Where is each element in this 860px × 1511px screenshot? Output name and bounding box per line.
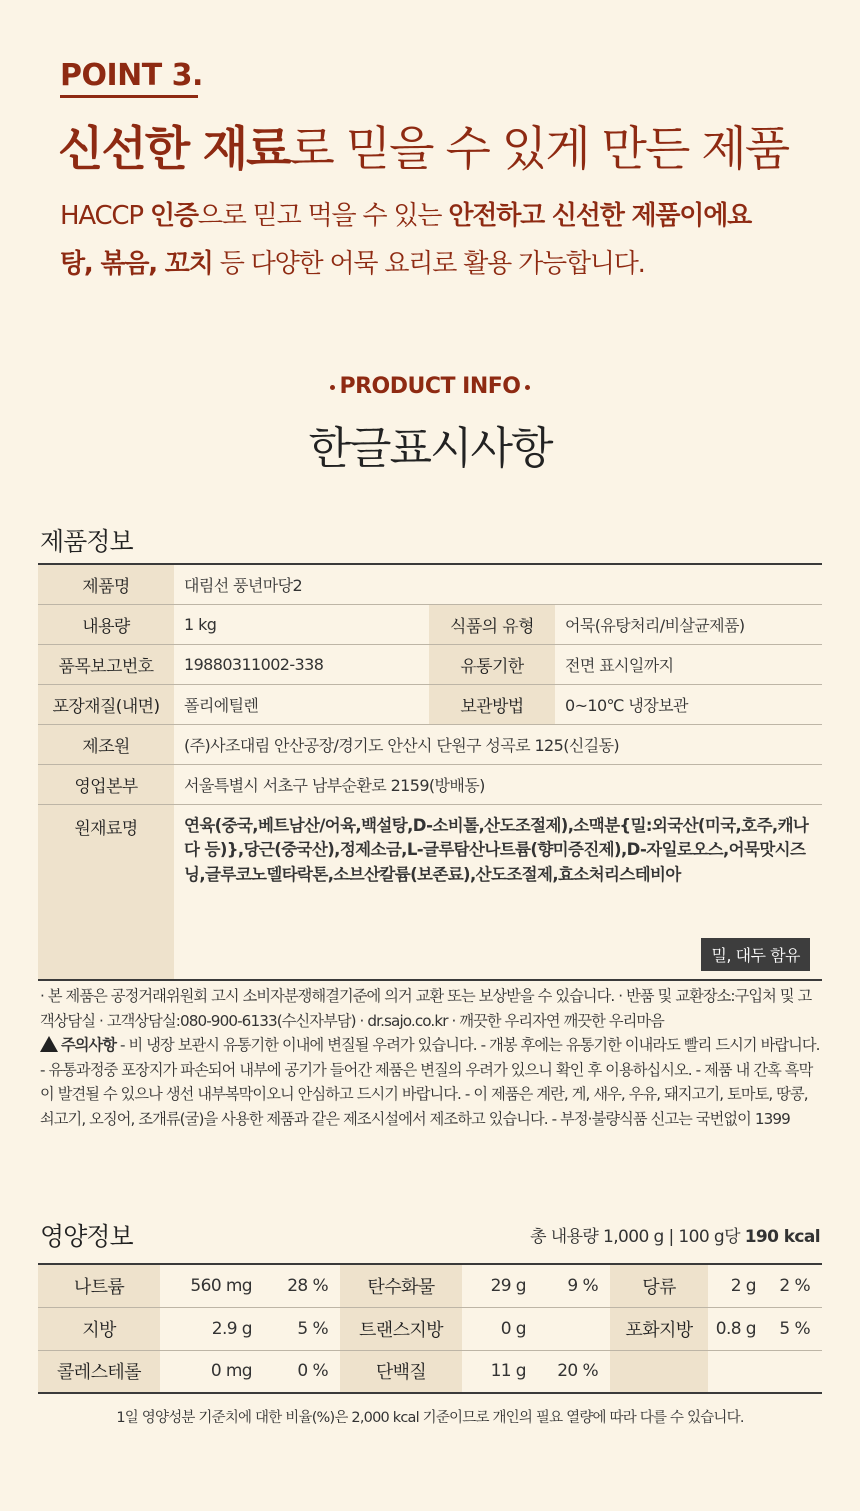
cell-header: 포장재질(내면) [38, 684, 174, 724]
nut-header: 단백질 [340, 1350, 462, 1393]
cell-value: 1 kg [174, 604, 429, 644]
cell-header: 영업본부 [38, 764, 174, 804]
sub1-a: HACCP [60, 201, 150, 231]
nut-percent [534, 1307, 610, 1350]
table-row [38, 1307, 822, 1350]
nut-amount: 2 g [708, 1264, 764, 1307]
cell-header: 제조원 [38, 724, 174, 764]
notice-line: · 본 제품은 공정거래위원회 고시 소비자분쟁해결기준에 의거 교환 또는 보상받을 수 있습니다. · 반품 및 교환장소:구입처 및 고객상담실 · 고객상담실:080-900-6133(수신자부담) · dr.sajo.co.kr · 깨끗한 우리자연 깨끗한 우리마음 [40, 987, 812, 1030]
headline-rest: 로 믿을 수 있게 만든 제품 [289, 122, 789, 177]
nut-amount: 29 g [462, 1264, 534, 1307]
nut-amount: 560 mg [160, 1264, 260, 1307]
sub2-b: 등 다양한 어묵 요리로 활용 가능합니다. [212, 249, 645, 279]
cell-header: 내용량 [38, 604, 174, 644]
point-label: POINT 3. [60, 58, 203, 93]
nutrition-table [38, 1263, 822, 1394]
cell-value: 대림선 풍년마당2 [174, 564, 822, 604]
nut-percent: 2 % [764, 1264, 822, 1307]
nut-header: 당류 [610, 1264, 708, 1307]
table-row [38, 1350, 822, 1393]
caution-label: 주의사항 [61, 1036, 117, 1054]
product-info-eyebrow [0, 374, 860, 399]
caution-text: - 비 냉장 보관시 유통기한 이내에 변질될 우려가 있습니다. - 개봉 후에는 유통기한 이내라도 빨리 드시기 바랍니다. - 유통과정중 포장지가 파손되어 내부에 공기가 들어간 제품은 변질의 우려가 있으니 확인 후 이용하십시오. - 제품 내 간혹 흑막이 발견될 수 있으나 생선 내부복막이오니 안심하고 드시기 바랍니다. - 이 제품은 계란, 게, 새우, 우유, 돼지고기, 토마토, 땅콩, 쇠고기, 오징어, 조개류(굴)을 사용한 제품과 같은 제조시설에서 제조하고 있습니다. - 부정·불량식품 신고는 국번없이 1399 [40, 1036, 820, 1128]
caution-block [40, 1033, 820, 1131]
nutrition-total [530, 1222, 820, 1247]
cell-header: 식품의 유형 [429, 604, 555, 644]
cell-value: 폴리에틸렌 [174, 684, 429, 724]
nut-percent: 5 % [764, 1307, 822, 1350]
nut-percent: 28 % [260, 1264, 340, 1307]
headline-bold: 신선한 재료 [58, 122, 290, 177]
cell-value: (주)사조대림 안산공장/경기도 안산시 단원구 성곡로 125(신길동) [174, 724, 822, 764]
subline-2 [60, 243, 645, 280]
subline-1 [60, 195, 751, 232]
nut-header-empty [610, 1350, 708, 1393]
table-row [38, 764, 822, 804]
table-row [38, 804, 822, 980]
cell-value: 19880311002-338 [174, 644, 429, 684]
nut-amount: 0 mg [160, 1350, 260, 1393]
table-row [38, 684, 822, 724]
nut-header: 콜레스테롤 [38, 1350, 160, 1393]
table-row [38, 724, 822, 764]
nut-header: 탄수화물 [340, 1264, 462, 1307]
nut-percent: 9 % [534, 1264, 610, 1307]
dot-left [330, 385, 335, 390]
cell-value: 서울특별시 서초구 남부순환로 2159(방배동) [174, 764, 822, 804]
table-row [38, 564, 822, 604]
nut-amount: 0.8 g [708, 1307, 764, 1350]
cell-header: 유통기한 [429, 644, 555, 684]
warning-icon [40, 1036, 58, 1052]
table-row [38, 1264, 822, 1307]
cell-value: 어묵(유탕처리/비살균제품) [555, 604, 822, 644]
product-info-table [38, 563, 822, 981]
product-section-title: 제품정보 [40, 527, 133, 556]
product-info-eyebrow-text: PRODUCT INFO [339, 374, 521, 399]
nut-amount: 0 g [462, 1307, 534, 1350]
nut-empty [708, 1350, 764, 1393]
raw-materials [184, 814, 812, 979]
nut-amount: 11 g [462, 1350, 534, 1393]
table-row [38, 604, 822, 644]
point-underline [60, 95, 198, 98]
headline [58, 112, 788, 179]
sub1-d: 안전하고 신선한 제품이에요 [448, 201, 752, 231]
nut-percent: 5 % [260, 1307, 340, 1350]
nut-header: 트랜스지방 [340, 1307, 462, 1350]
sub1-b: 인증 [149, 201, 198, 231]
cell-header: 보관방법 [429, 684, 555, 724]
total-kcal: 190 kcal [744, 1227, 820, 1247]
cell-header: 원재료명 [38, 804, 174, 980]
nutrition-footnote: 1일 영양성분 기준치에 대한 비율(%)은 2,000 kcal 기준이므로 개인의 필요 열량에 따라 다를 수 있습니다. [116, 1410, 744, 1426]
nut-amount: 2.9 g [160, 1307, 260, 1350]
nut-header: 지방 [38, 1307, 160, 1350]
sub1-c: 으로 믿고 먹을 수 있는 [197, 201, 449, 231]
cell-value-raw [174, 804, 822, 980]
sub2-a: 탕, 볶음, 꼬치 [60, 249, 213, 279]
allergy-badge: 밀, 대두 함유 [701, 938, 810, 971]
cell-header: 제품명 [38, 564, 174, 604]
cell-value: 0~10℃ 냉장보관 [555, 684, 822, 724]
nutrition-title: 영양정보 [40, 1222, 133, 1251]
nut-empty [764, 1350, 822, 1393]
nut-header: 포화지방 [610, 1307, 708, 1350]
total-text: 총 내용량 1,000 g | 100 g당 [530, 1227, 745, 1247]
nut-header: 나트륨 [38, 1264, 160, 1307]
dot-right [525, 385, 530, 390]
cell-value: 전면 표시일까지 [555, 644, 822, 684]
notice-text [40, 984, 820, 1131]
raw-materials-text: 연육(중국,베트남산/어육,백설탕,D-소비톨,산도조절제),소맥분{밀:외국산(미국,호주,캐나다 등)},당근(중국산),정제소금,L-글루탐산나트륨(향미증진제),D-자일로오스,어묵맛시즈닝,글루코노델타락톤,소브산칼륨(보존료),산도조절제,효소처리스테비아 [184, 815, 809, 884]
nut-percent: 20 % [534, 1350, 610, 1393]
label-title: 한글표시사항 [308, 423, 552, 474]
nut-percent: 0 % [260, 1350, 340, 1393]
table-row [38, 644, 822, 684]
cell-header: 품목보고번호 [38, 644, 174, 684]
